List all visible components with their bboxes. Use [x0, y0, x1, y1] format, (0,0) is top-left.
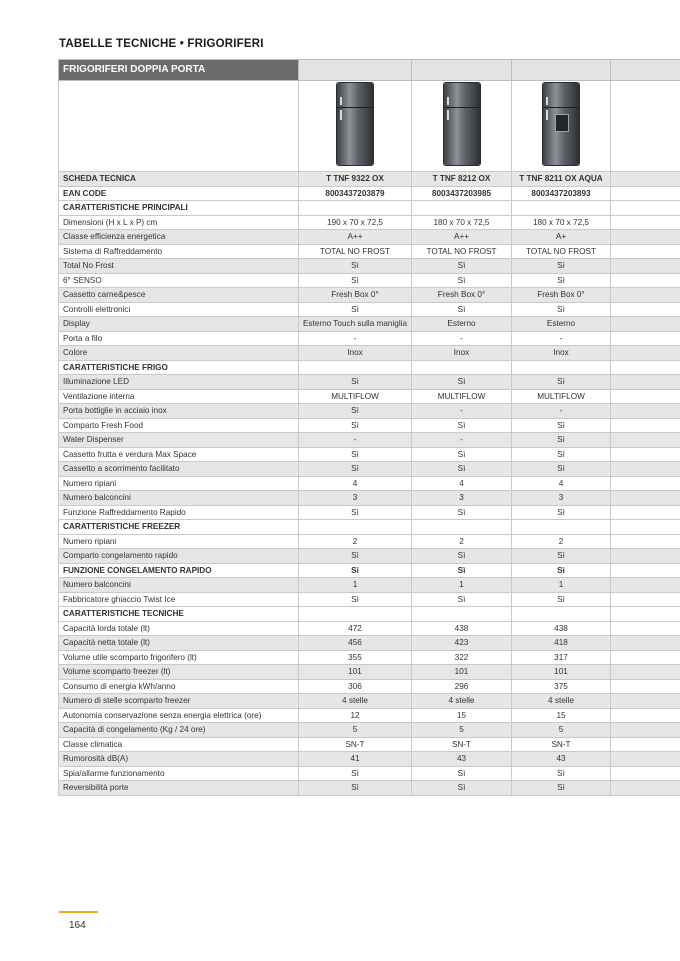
table-row	[59, 781, 680, 796]
section-title: CARATTERISTICHE TECNICHE	[59, 607, 299, 622]
banner-cell	[299, 60, 412, 81]
spec-value: 3	[412, 491, 512, 506]
spec-value	[611, 578, 680, 593]
spec-value: 322	[412, 650, 512, 665]
spec-value: 375	[512, 679, 611, 694]
spec-value: Sì	[512, 433, 611, 448]
spec-label: EAN CODE	[59, 186, 299, 201]
spec-value: Sì	[412, 781, 512, 796]
spec-value: MULTIFLOW	[512, 389, 611, 404]
spec-value	[611, 694, 680, 709]
spec-value: Sì	[512, 447, 611, 462]
table-banner-row	[59, 60, 680, 81]
spec-value: A++	[412, 230, 512, 245]
spec-value	[611, 273, 680, 288]
table-row	[59, 752, 680, 767]
spec-value	[611, 418, 680, 433]
section-title: CARATTERISTICHE FREEZER	[59, 520, 299, 535]
spec-value: A++	[299, 230, 412, 245]
spec-value: -	[512, 404, 611, 419]
spec-value: SN-T	[412, 737, 512, 752]
spec-value: 296	[412, 679, 512, 694]
spec-value: Sì	[299, 462, 412, 477]
spec-value	[611, 534, 680, 549]
spec-value	[611, 491, 680, 506]
spec-value: Sì	[412, 302, 512, 317]
table-row	[59, 418, 680, 433]
spec-value	[611, 404, 680, 419]
spec-value: 418	[512, 636, 611, 651]
spec-label: Dimensioni (H x L x P) cm	[59, 215, 299, 230]
table-row	[59, 723, 680, 738]
spec-value: 4 stelle	[299, 694, 412, 709]
spec-value	[611, 447, 680, 462]
table-row	[59, 505, 680, 520]
spec-value: 12	[299, 708, 412, 723]
table-row	[59, 244, 680, 259]
table-row	[59, 665, 680, 680]
spec-value: -	[299, 433, 412, 448]
page-heading: TABELLE TECNICHE • FRIGORIFERI	[59, 38, 264, 50]
table-row	[59, 447, 680, 462]
spec-label: Spia/allarme funzionamento	[59, 766, 299, 781]
spec-value: Sì	[412, 273, 512, 288]
spec-value	[299, 607, 412, 622]
spec-label: Volume utile scomparto frigorifero (lt)	[59, 650, 299, 665]
spec-value: Fresh Box 0°	[512, 288, 611, 303]
spec-value: 4	[299, 476, 412, 491]
spec-value: Fresh Box 0°	[412, 288, 512, 303]
spec-value	[412, 360, 512, 375]
spec-value: 438	[412, 621, 512, 636]
spec-value: -	[412, 331, 512, 346]
spec-value: 1	[512, 578, 611, 593]
spec-value: SN-T	[512, 737, 611, 752]
spec-value: Sì	[299, 549, 412, 564]
spec-value	[611, 317, 680, 332]
table-row	[59, 404, 680, 419]
spec-value: Sì	[512, 302, 611, 317]
table-row	[59, 766, 680, 781]
model-name: T TNF 8211 OX AQUA	[512, 172, 611, 187]
spec-value	[512, 201, 611, 216]
table-row	[59, 215, 680, 230]
spec-value: 5	[299, 723, 412, 738]
spec-value: Fresh Box 0°	[299, 288, 412, 303]
spec-value: MULTIFLOW	[412, 389, 512, 404]
spec-value: 4 stelle	[412, 694, 512, 709]
spec-value: 101	[512, 665, 611, 680]
spec-value: 8003437203985	[412, 186, 512, 201]
spec-value	[512, 520, 611, 535]
section-header-row	[59, 607, 680, 622]
spec-value: Sì	[412, 259, 512, 274]
spec-value: Sì	[299, 592, 412, 607]
table-row	[59, 679, 680, 694]
spec-value	[611, 201, 680, 216]
spec-label: Colore	[59, 346, 299, 361]
spec-value: Sì	[512, 549, 611, 564]
spec-value: Sì	[412, 592, 512, 607]
spec-value: Sì	[512, 375, 611, 390]
specs-table	[58, 59, 680, 796]
spec-value: 3	[299, 491, 412, 506]
spec-value	[611, 679, 680, 694]
table-row	[59, 331, 680, 346]
spec-value	[611, 476, 680, 491]
spec-value: -	[512, 331, 611, 346]
spec-value: Sì	[412, 462, 512, 477]
spec-value	[412, 201, 512, 216]
banner-cell	[611, 60, 680, 81]
table-row	[59, 317, 680, 332]
spec-value: -	[299, 331, 412, 346]
spec-value: Sì	[299, 505, 412, 520]
fridge-image	[444, 83, 480, 165]
fridge-image	[543, 83, 579, 165]
table-row	[59, 578, 680, 593]
spec-value	[611, 607, 680, 622]
spec-label: Numero balconcini	[59, 491, 299, 506]
spec-value	[611, 259, 680, 274]
product-image-cell	[512, 81, 611, 172]
spec-value: 15	[412, 708, 512, 723]
table-row	[59, 636, 680, 651]
spec-value	[299, 360, 412, 375]
spec-value: 5	[412, 723, 512, 738]
spec-value	[611, 244, 680, 259]
spec-label: Porta bottiglie in acciaio inox	[59, 404, 299, 419]
spec-label: Water Dispenser	[59, 433, 299, 448]
spec-label: Cassetto carne&pesce	[59, 288, 299, 303]
spec-label: Funzione Raffreddamento Rapido	[59, 505, 299, 520]
table-row	[59, 650, 680, 665]
spec-value	[512, 607, 611, 622]
table-row	[59, 708, 680, 723]
spec-label: Cassetto a scorrimento facilitato	[59, 462, 299, 477]
spec-label: Autonomia conservazione senza energia elettrica (ore)	[59, 708, 299, 723]
spec-value: Sì	[412, 563, 512, 578]
banner-cell	[412, 60, 512, 81]
spec-value: 101	[299, 665, 412, 680]
page-number: 164	[69, 920, 86, 931]
spec-value	[611, 766, 680, 781]
fridge-image	[337, 83, 373, 165]
spec-label: Comparto congelamento rapido	[59, 549, 299, 564]
spec-value	[611, 636, 680, 651]
table-row	[59, 737, 680, 752]
table-row	[59, 230, 680, 245]
spec-value: Sì	[412, 549, 512, 564]
spec-label: 6° SENSO	[59, 273, 299, 288]
spec-label: Illuminazione LED	[59, 375, 299, 390]
spec-value: 3	[512, 491, 611, 506]
product-image-cell	[412, 81, 512, 172]
table-row	[59, 375, 680, 390]
spec-value	[299, 201, 412, 216]
spec-value	[299, 520, 412, 535]
spec-value: 4	[512, 476, 611, 491]
spec-label: Capacità netta totale (lt)	[59, 636, 299, 651]
spec-label: FUNZIONE CONGELAMENTO RAPIDO	[59, 563, 299, 578]
spec-value: SN-T	[299, 737, 412, 752]
spec-value: 1	[299, 578, 412, 593]
spec-label: Numero ripiani	[59, 476, 299, 491]
spec-value: -	[412, 404, 512, 419]
spec-value: Sì	[412, 375, 512, 390]
spec-label: Porta a filo	[59, 331, 299, 346]
spec-value: TOTAL NO FROST	[512, 244, 611, 259]
spec-value: Sì	[512, 273, 611, 288]
table-row	[59, 186, 680, 201]
spec-value: Sì	[512, 781, 611, 796]
spec-value: 306	[299, 679, 412, 694]
spec-value: 472	[299, 621, 412, 636]
spec-value	[611, 360, 680, 375]
table-row	[59, 389, 680, 404]
spec-value: Sì	[299, 418, 412, 433]
spec-value: Sì	[512, 766, 611, 781]
spec-value	[412, 520, 512, 535]
spec-value: 2	[512, 534, 611, 549]
banner-cell	[512, 60, 611, 81]
table-title: FRIGORIFERI DOPPIA PORTA	[59, 60, 299, 81]
spec-value	[611, 375, 680, 390]
spec-value: Sì	[299, 766, 412, 781]
table-row	[59, 302, 680, 317]
spec-value: Esterno Touch sulla maniglia	[299, 317, 412, 332]
spec-value	[611, 549, 680, 564]
image-label-cell	[59, 81, 299, 172]
spec-value	[611, 708, 680, 723]
spec-value: Sì	[299, 273, 412, 288]
spec-value: Sì	[299, 375, 412, 390]
model-name: T TNF 9322 OX	[299, 172, 412, 187]
table-row	[59, 491, 680, 506]
spec-value: Sì	[412, 418, 512, 433]
spec-value: 317	[512, 650, 611, 665]
product-image-cell	[611, 81, 680, 172]
section-header-row	[59, 520, 680, 535]
spec-value: 15	[512, 708, 611, 723]
spec-label: Display	[59, 317, 299, 332]
spec-value: Sì	[412, 766, 512, 781]
spec-value: 4 stelle	[512, 694, 611, 709]
spec-value: Sì	[512, 259, 611, 274]
spec-value: TOTAL NO FROST	[412, 244, 512, 259]
model-name: T TNF 8212 OX	[412, 172, 512, 187]
spec-label: Consumo di energia kWh/anno	[59, 679, 299, 694]
spec-value	[611, 505, 680, 520]
spec-value: Inox	[412, 346, 512, 361]
spec-value	[611, 650, 680, 665]
product-image-cell	[299, 81, 412, 172]
spec-label: Capacità di congelamento (Kg / 24 ore)	[59, 723, 299, 738]
spec-label: Comparto Fresh Food	[59, 418, 299, 433]
table-row	[59, 592, 680, 607]
table-row	[59, 273, 680, 288]
spec-value	[611, 186, 680, 201]
spec-value: Sì	[412, 505, 512, 520]
spec-value: Sì	[299, 563, 412, 578]
spec-label: Sistema di Raffreddamento	[59, 244, 299, 259]
spec-value: Sì	[299, 404, 412, 419]
spec-value	[611, 781, 680, 796]
spec-value	[611, 288, 680, 303]
spec-value: MULTIFLOW	[299, 389, 412, 404]
spec-value: Esterno	[512, 317, 611, 332]
spec-value: 101	[412, 665, 512, 680]
spec-value	[611, 665, 680, 680]
spec-value	[611, 621, 680, 636]
spec-label: Classe climatica	[59, 737, 299, 752]
spec-value	[611, 723, 680, 738]
spec-value: Sì	[299, 259, 412, 274]
spec-value	[611, 462, 680, 477]
spec-value: Sì	[512, 418, 611, 433]
spec-label: Reversibilità porte	[59, 781, 299, 796]
section-title: CARATTERISTICHE FRIGO	[59, 360, 299, 375]
spec-value: Sì	[299, 302, 412, 317]
table-row	[59, 288, 680, 303]
spec-value: 5	[512, 723, 611, 738]
spec-label: Ventilazione interna	[59, 389, 299, 404]
footer-accent-rule	[59, 911, 98, 913]
spec-value: Sì	[512, 563, 611, 578]
spec-value: 41	[299, 752, 412, 767]
spec-value: 8003437203879	[299, 186, 412, 201]
table-row	[59, 549, 680, 564]
spec-value	[512, 360, 611, 375]
spec-value	[611, 592, 680, 607]
spec-value: 43	[412, 752, 512, 767]
table-row	[59, 259, 680, 274]
product-images-row	[59, 81, 680, 172]
spec-label: Fabbricatore ghiaccio Twist Ice	[59, 592, 299, 607]
spec-value: 423	[412, 636, 512, 651]
spec-label: Total No Frost	[59, 259, 299, 274]
spec-value	[611, 433, 680, 448]
spec-label: Rumorosità dB(A)	[59, 752, 299, 767]
table-row	[59, 346, 680, 361]
spec-value: 43	[512, 752, 611, 767]
spec-value: Sì	[512, 592, 611, 607]
spec-value	[611, 346, 680, 361]
spec-label: Numero di stelle scomparto freezer	[59, 694, 299, 709]
spec-value	[611, 389, 680, 404]
table-row	[59, 433, 680, 448]
section-header-row	[59, 360, 680, 375]
spec-value: Inox	[512, 346, 611, 361]
spec-value	[611, 520, 680, 535]
spec-value: 4	[412, 476, 512, 491]
table-row	[59, 476, 680, 491]
spec-value	[611, 230, 680, 245]
table-row	[59, 694, 680, 709]
spec-label: Volume scomparto freezer (lt)	[59, 665, 299, 680]
model-header-row	[59, 172, 680, 187]
spec-value: 8003437203893	[512, 186, 611, 201]
section-header-row	[59, 201, 680, 216]
spec-value	[611, 302, 680, 317]
spec-value: Sì	[512, 505, 611, 520]
spec-value: Sì	[299, 781, 412, 796]
spec-label: Cassetto frutta e verdura Max Space	[59, 447, 299, 462]
spec-value: 456	[299, 636, 412, 651]
spec-value: 1	[412, 578, 512, 593]
table-row	[59, 621, 680, 636]
spec-value	[611, 737, 680, 752]
spec-value: Esterno	[412, 317, 512, 332]
spec-value: Sì	[512, 462, 611, 477]
spec-value: 180 x 70 x 72,5	[412, 215, 512, 230]
spec-value: 2	[412, 534, 512, 549]
spec-value: 2	[299, 534, 412, 549]
spec-value	[611, 563, 680, 578]
spec-label: Controlli elettronici	[59, 302, 299, 317]
spec-value: TOTAL NO FROST	[299, 244, 412, 259]
spec-value	[611, 331, 680, 346]
spec-label: Capacità lorda totale (lt)	[59, 621, 299, 636]
spec-value: Sì	[299, 447, 412, 462]
spec-value: 180 x 70 x 72,5	[512, 215, 611, 230]
spec-value: Inox	[299, 346, 412, 361]
spec-value: 438	[512, 621, 611, 636]
spec-value	[611, 215, 680, 230]
spec-value: A+	[512, 230, 611, 245]
spec-value: 190 x 70 x 72,5	[299, 215, 412, 230]
spec-label: Classe efficienza energetica	[59, 230, 299, 245]
section-title: CARATTERISTICHE PRINCIPALI	[59, 201, 299, 216]
table-row	[59, 534, 680, 549]
header-label: SCHEDA TECNICA	[59, 172, 299, 187]
spec-value: -	[412, 433, 512, 448]
spec-label: Numero balconcini	[59, 578, 299, 593]
spec-value: 355	[299, 650, 412, 665]
table-row	[59, 563, 680, 578]
spec-value: Sì	[412, 447, 512, 462]
spec-label: Numero ripiani	[59, 534, 299, 549]
spec-value	[611, 752, 680, 767]
spec-value	[412, 607, 512, 622]
table-row	[59, 462, 680, 477]
model-name	[611, 172, 680, 187]
